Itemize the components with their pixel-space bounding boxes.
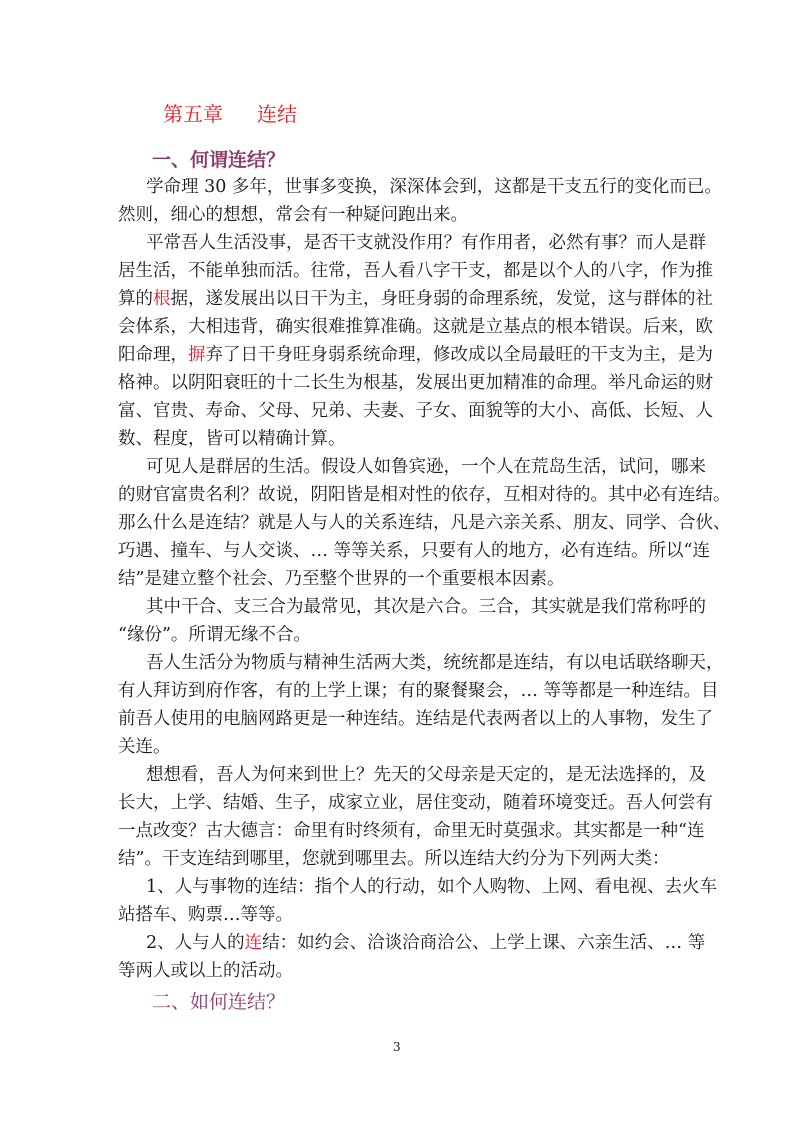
- chapter-number: 第五章: [163, 102, 223, 126]
- text-line: “缘份”。所谓无缘不合。: [118, 625, 311, 645]
- text-line: [146, 929, 706, 957]
- text-line: 数、程度，皆可以精确计算。: [118, 429, 346, 449]
- text-line: 关连。: [118, 737, 171, 757]
- chapter-name: 连结: [257, 102, 297, 126]
- text-line: 格神。以阴阳衰旺的十二长生为根基，发展出更加精准的命理。举凡命运的财: [118, 373, 713, 393]
- highlighted-char: 连: [244, 933, 263, 953]
- text-segment: 结：如约会、洽谈洽商洽公、上学上课、六亲生活、… 等: [262, 933, 706, 953]
- text-line: 吾人生活分为物质与精神生活两大类，统统都是连结，有以电话联络聊天，: [146, 653, 724, 673]
- text-line: 那么什么是连结？就是人与人的关系连结，凡是六亲关系、朋友、同学、合伙、: [118, 513, 731, 533]
- text-line: 其中干合、支三合为最常见，其次是六合。三合，其实就是我们常称呼的: [146, 597, 706, 617]
- section-heading-1: 一、何谓连结？: [152, 149, 286, 171]
- text-line: 巧遇、撞车、与人交谈、… 等等关系，只要有人的地方，必有连结。所以“连: [118, 541, 711, 561]
- text-line: 前吾人使用的电脑网路更是一种连结。连结是代表两者以上的人事物，发生了: [118, 709, 713, 729]
- paragraph: [118, 593, 706, 649]
- text-line: [118, 285, 713, 313]
- text-line: 想想看，吾人为何来到世上？先天的父母亲是天定的，是无法选择的，及: [146, 765, 706, 785]
- text-line: 等两人或以上的活动。: [118, 961, 293, 981]
- paragraph: [118, 453, 731, 593]
- text-segment: 算的: [118, 289, 153, 309]
- text-line: 然则，细心的想想，常会有一种疑问跑出来。: [118, 205, 468, 225]
- text-line: 1、人与事物的连结：指个人的行动，如个人购物、上网、看电视、去火车: [146, 877, 718, 897]
- text-line: 一点改变？古大德言：命里有时终须有，命里无时莫强求。其实都是一种“连: [118, 821, 705, 841]
- text-line: 会体系，大相违背，确实很难推算准确。这就是立基点的根本错误。后来，欧: [118, 317, 713, 337]
- paragraph: [118, 929, 706, 985]
- text-line: 富、官贵、寿命、父母、兄弟、夫妻、子女、面貌等的大小、高低、长短、人: [118, 401, 713, 421]
- text-line: 长大，上学、结婚、生子，成家立业，居住变动，随着环境变迁。吾人何尝有: [118, 793, 713, 813]
- text-segment: 弃了日干身旺身弱系统命理，修改成以全局最旺的干支为主，是为: [205, 345, 713, 365]
- paragraph: [118, 229, 713, 453]
- text-line: 学命理 30 多年，世事多变换，深深体会到，这都是干支五行的变化而已。: [146, 177, 722, 197]
- text-line: [118, 341, 713, 369]
- highlighted-char: 根: [153, 289, 171, 309]
- text-line: 的财官富贵名利？故说，阴阳皆是相对性的依存，互相对待的。其中必有连结。: [118, 485, 731, 505]
- text-line: 平常吾人生活没事，是否干支就没作用？有作用者，必然有事？而人是群: [146, 233, 706, 253]
- text-line: 可见人是群居的生活。假设人如鲁宾逊，一个人在荒岛生活，试问，哪来: [146, 457, 706, 477]
- paragraph: [118, 649, 724, 761]
- text-line: 站搭车、购票…等等。: [118, 905, 293, 925]
- paragraph: [118, 173, 722, 229]
- text-segment: 据，遂发展出以日干为主，身旺身弱的命理系统，发觉，这与群体的社: [170, 289, 713, 309]
- body-text: [118, 173, 731, 985]
- text-line: 居生活，不能单独而活。往常，吾人看八字干支，都是以个人的八字，作为推: [118, 261, 713, 281]
- text-line: 结”。干支连结到哪里，您就到哪里去。所以连结大约分为下列两大类：: [118, 849, 670, 869]
- text-segment: 2、人与人的: [146, 933, 245, 953]
- text-segment: 阳命理，: [118, 345, 188, 365]
- text-line: 结”是建立整个社会、乃至整个世界的一个重要根本因素。: [118, 569, 565, 589]
- paragraph: [118, 761, 713, 873]
- section-heading-2: 二、如何连结？: [152, 991, 286, 1013]
- chapter-title: [163, 98, 297, 127]
- paragraph: [118, 873, 718, 929]
- page-number: 3: [393, 1040, 401, 1054]
- highlighted-char: 摒: [188, 345, 206, 365]
- text-line: 有人拜访到府作客，有的上学上课；有的聚餐聚会，… 等等都是一种连结。目: [118, 681, 719, 701]
